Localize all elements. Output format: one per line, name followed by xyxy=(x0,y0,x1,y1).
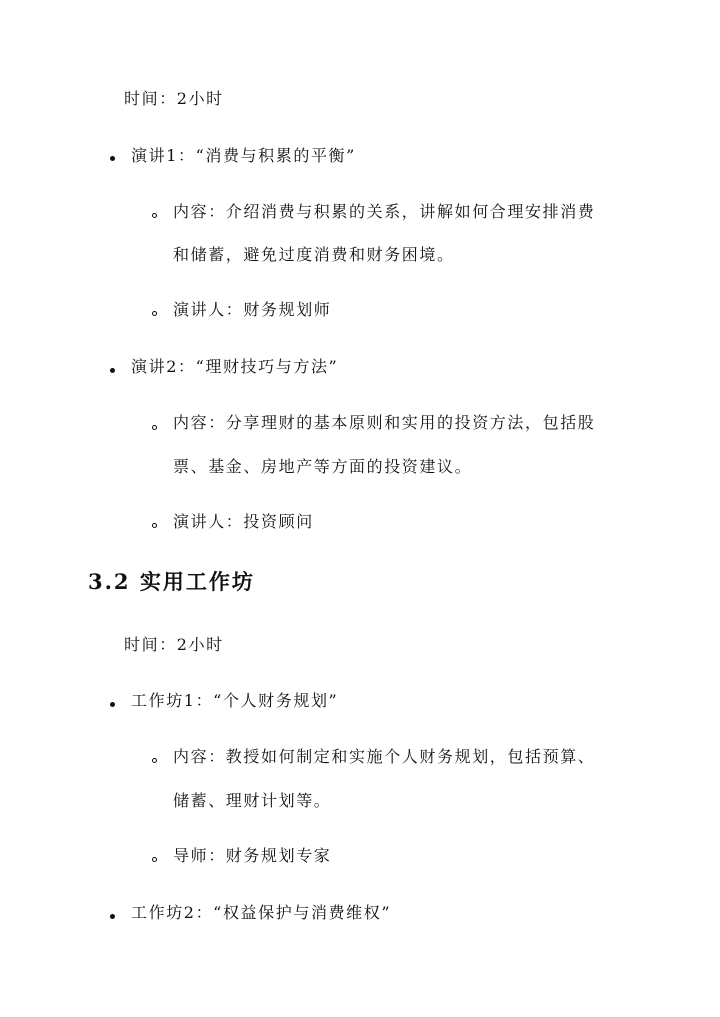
bullet-circle-icon xyxy=(152,523,157,528)
talk1-speaker: 演讲人：财务规划师 xyxy=(173,300,332,319)
bullet-dot-icon xyxy=(110,914,115,919)
bullet-circle-icon xyxy=(152,758,157,763)
section2-time: 时间：2小时 xyxy=(124,635,224,654)
talk1-content-line1: 内容：介绍消费与积累的关系，讲解如何合理安排消费 xyxy=(173,202,596,221)
talk2-speaker: 演讲人：投资顾问 xyxy=(173,512,314,531)
workshop2-title: 工作坊2：“权益保护与消费维权” xyxy=(131,903,392,922)
section-heading: 3.2 实用工作坊 xyxy=(88,569,255,594)
workshop1-title: 工作坊1：“个人财务规划” xyxy=(131,691,339,710)
section1-time: 时间：2小时 xyxy=(124,89,224,108)
talk1-content-line2: 和储蓄，避免过度消费和财务困境。 xyxy=(173,245,455,264)
talk1-title: 演讲1：“消费与积累的平衡” xyxy=(131,146,356,165)
workshop1-content-line1: 内容：教授如何制定和实施个人财务规划，包括预算、 xyxy=(173,747,596,766)
workshop1-content-line2: 储蓄、理财计划等。 xyxy=(173,791,332,810)
bullet-circle-icon xyxy=(152,425,157,430)
bullet-dot-icon xyxy=(110,156,115,161)
talk2-content-line2: 票、基金、房地产等方面的投资建议。 xyxy=(173,457,473,476)
bullet-dot-icon xyxy=(110,368,115,373)
bullet-dot-icon xyxy=(110,702,115,707)
bullet-circle-icon xyxy=(152,213,157,218)
workshop1-mentor: 导师：财务规划专家 xyxy=(173,846,332,865)
bullet-circle-icon xyxy=(152,857,157,862)
talk2-title: 演讲2：“理财技巧与方法” xyxy=(131,357,339,376)
talk2-content-line1: 内容：分享理财的基本原则和实用的投资方法，包括股 xyxy=(173,413,596,432)
bullet-circle-icon xyxy=(152,311,157,316)
